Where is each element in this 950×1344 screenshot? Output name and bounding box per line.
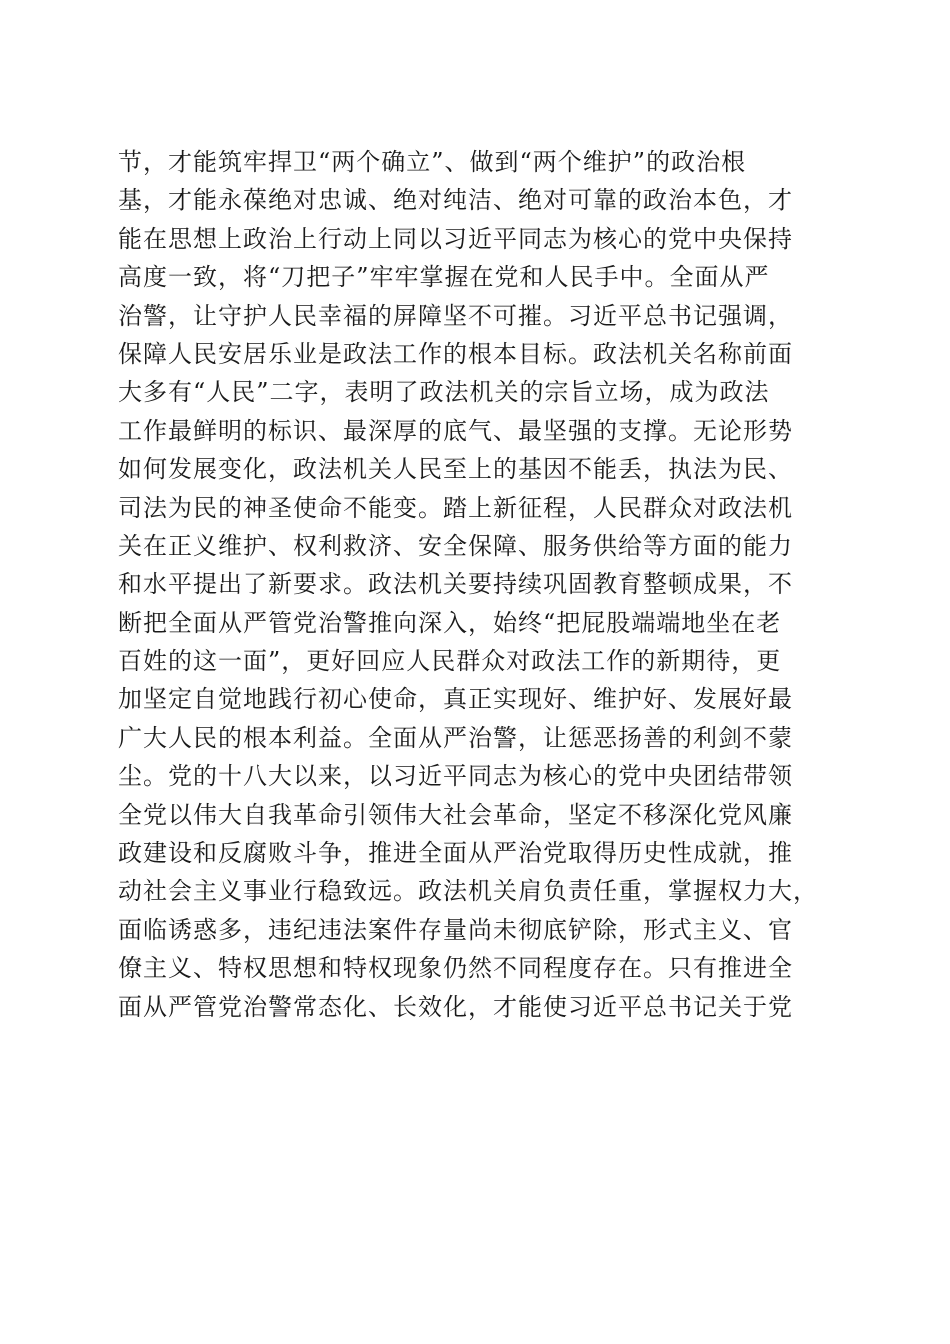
text-line-11: 关在正义维护、权利救济、安全保障、服务供给等方面的能力 [118, 531, 793, 560]
text-line-22: 僚主义、特权思想和特权现象仍然不同程度存在。只有推进全 [118, 954, 793, 983]
text-line-6: 保障人民安居乐业是政法工作的根本目标。政法机关名称前面 [118, 339, 793, 368]
text-line-1: 节，才能筑牢捍卫“两个确立”、做到“两个维护”的政治根 [118, 148, 747, 176]
text-line-15: 加坚定自觉地践行初心使命，真正实现好、维护好、发展好最 [118, 685, 793, 714]
text-line-12: 和水平提出了新要求。政法机关要持续巩固教育整顿成果，不 [118, 570, 793, 599]
text-line-20: 动社会主义事业行稳致远。政法机关肩负责任重，掌握权力大， [118, 877, 818, 906]
text-line-3: 能在思想上政治上行动上同以习近平同志为核心的党中央保持 [118, 224, 793, 253]
text-line-5: 治警，让守护人民幸福的屏障坚不可摧。习近平总书记强调， [118, 301, 793, 330]
text-line-2: 基，才能永葆绝对忠诚、绝对纯洁、绝对可靠的政治本色，才 [118, 186, 793, 215]
text-line-9: 如何发展变化，政法机关人民至上的基因不能丢，执法为民、 [118, 455, 793, 484]
text-line-4: 高度一致，将“刀把子”牢牢掌握在党和人民手中。全面从严 [118, 263, 770, 292]
text-line-21: 面临诱惑多，违纪违法案件存量尚未彻底铲除，形式主义、官 [118, 915, 793, 944]
body-paragraph [118, 143, 838, 1026]
text-line-18: 全党以伟大自我革命引领伟大社会革命，坚定不移深化党风廉 [118, 800, 793, 829]
text-line-7: 大多有“人民”二字，表明了政法机关的宗旨立场，成为政法 [118, 378, 770, 407]
text-line-17: 尘。党的十八大以来，以习近平同志为核心的党中央团结带领 [118, 762, 793, 791]
text-line-19: 政建设和反腐败斗争，推进全面从严治党取得历史性成就，推 [118, 839, 793, 868]
text-line-16: 广大人民的根本利益。全面从严治警，让惩恶扬善的利剑不蒙 [118, 723, 793, 752]
text-line-14: 百姓的这一面”，更好回应人民群众对政法工作的新期待，更 [118, 647, 782, 676]
text-line-13: 断把全面从严管党治警推向深入，始终“把屁股端端地坐在老 [118, 608, 782, 637]
text-line-8: 工作最鲜明的标识、最深厚的底气、最坚强的支撑。无论形势 [118, 416, 793, 445]
text-line-10: 司法为民的神圣使命不能变。踏上新征程，人民群众对政法机 [118, 493, 793, 522]
text-line-23: 面从严管党治警常态化、长效化，才能使习近平总书记关于党 [118, 992, 793, 1021]
